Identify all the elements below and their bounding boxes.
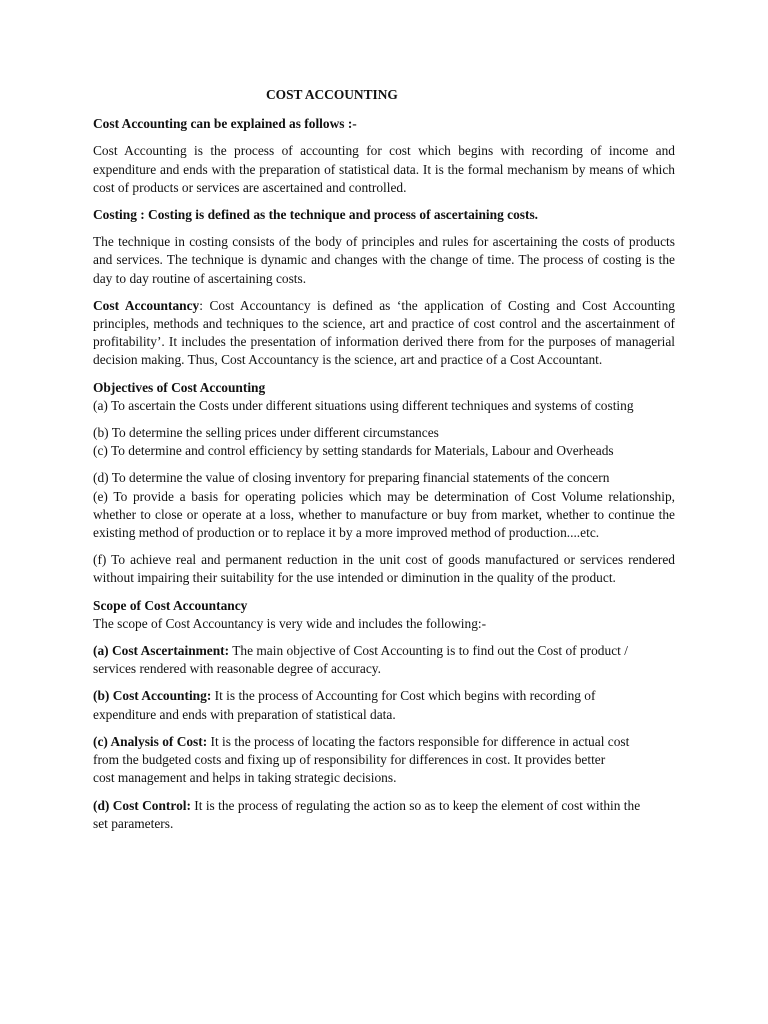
scope-item-d-label: (d) Cost Control: [93,797,191,813]
cost-accountancy-paragraph [93,297,675,370]
scope-heading [93,597,675,615]
objective-b: (b) To determine the selling prices under different circumstances [93,425,439,441]
scope-item-b-line1: It is the process of Accounting for Cost which begins with recording of [211,688,596,704]
objective-e: (e) To provide a basis for operating policies which may be determination of Cost Volume relationship, whether to close or operate at a loss, whether to manufacture or buy from market, whether to continue the existing method of production or to replace it by a more improved method of production....etc. [93,488,675,541]
objectives-heading-text: Objectives of Cost Accounting [93,379,266,395]
cost-accountancy-text: : Cost Accountancy is defined as ‘the application of Costing and Cost Accounting principles, methods and techniques to the science, art and practice of cost control and the ascertainment of profitability’. It includes the presentation of information derived there from for the purposes of managerial decision making. Thus, Cost Accountancy is the science, art and practice of a Cost Accountant. [93,297,675,368]
objectives-heading [93,379,675,397]
objective-c: (c) To determine and control efficiency by setting standards for Materials, Labour and Overheads [93,443,614,459]
scope-item-b-label: (b) Cost Accounting: [93,688,212,704]
scope-item-c-line3: cost management and helps in taking strategic decisions. [93,770,397,786]
objective-f: (f) To achieve real and permanent reduction in the unit cost of goods manufactured or services rendered without impairing their suitability for the use intended or diminution in the quality of the product. [93,552,675,586]
scope-item-c-line2: from the budgeted costs and fixing up of responsibility for differences in cost. It provides better [93,752,606,768]
costing-heading: Costing : Costing is defined as the technique and process of ascertaining costs. [93,207,539,223]
scope-item-c [93,733,675,788]
scope-heading-text: Scope of Cost Accountancy [93,597,248,613]
scope-item-a-line2: services rendered with reasonable degree of accuracy. [93,661,381,677]
scope-item-c-line1: It is the process of locating the factors responsible for difference in actual cost [207,733,630,749]
document-page [93,86,675,842]
scope-item-c-label: (c) Analysis of Cost: [93,733,208,749]
scope-item-d [93,797,675,833]
intro-heading: Cost Accounting can be explained as follows :- [93,116,357,132]
objective-a: (a) To ascertain the Costs under different situations using different techniques and systems of costing [93,397,634,413]
scope-intro: The scope of Cost Accountancy is very wide and includes the following:- [93,615,487,631]
intro-paragraph: Cost Accounting is the process of accounting for cost which begins with recording of income and expenditure and ends with the preparation of statistical data. It is the formal mechanism by means of which cost of products or services are ascertained and controlled. [93,143,675,195]
technique-paragraph: The technique in costing consists of the body of principles and rules for ascertaining the costs of products and services. The technique is dynamic and changes with the change of time. The process of costing is the day to day routine of ascertaining costs. [93,234,675,286]
scope-item-a [93,642,675,678]
scope-item-a-line1: The main objective of Cost Accounting is to find out the Cost of product / [229,643,628,659]
scope-item-d-line1: It is the process of regulating the action so as to keep the element of cost within the [190,797,641,813]
cost-accountancy-label: Cost Accountancy [93,297,200,313]
objective-d: (d) To determine the value of closing inventory for preparing financial statements of the concern [93,470,610,486]
scope-item-a-label: (a) Cost Ascertainment: [93,643,230,659]
scope-item-d-line2: set parameters. [93,815,174,831]
scope-item-b [93,687,675,723]
page-title: COST ACCOUNTING [266,87,398,102]
scope-item-b-line2: expenditure and ends with preparation of statistical data. [93,706,396,722]
